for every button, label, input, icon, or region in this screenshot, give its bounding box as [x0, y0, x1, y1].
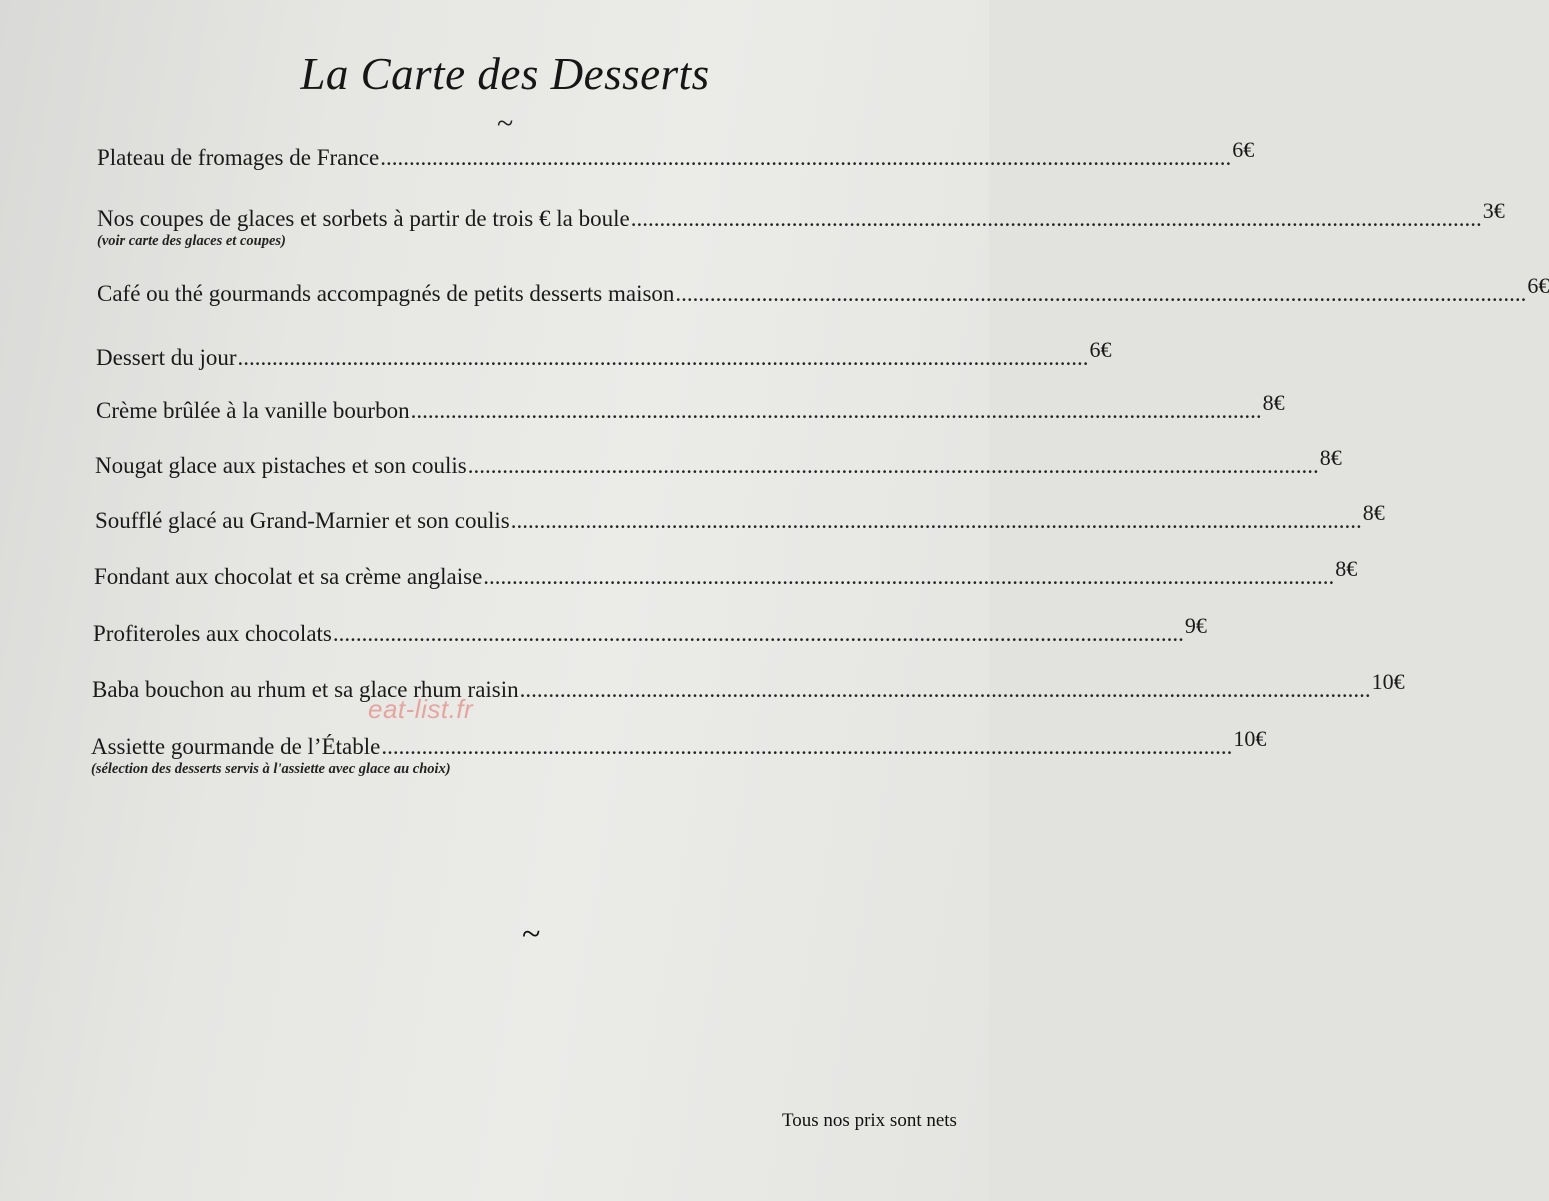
leader-dots: ....................................................................................................................................................: [519, 677, 1371, 702]
item-name: Nougat glace aux pistaches et son coulis: [95, 453, 467, 478]
menu-item: [93, 613, 1207, 648]
leader-dots: ....................................................................................................................................................: [675, 281, 1527, 306]
leader-dots: ....................................................................................................................................................: [483, 564, 1335, 589]
item-note: (voir carte des glaces et coupes): [97, 233, 286, 249]
page-title: La Carte des Desserts: [300, 49, 710, 99]
item-price: 6€: [1232, 137, 1255, 162]
title-ornament: ~: [497, 107, 514, 140]
item-price: 8€: [1362, 500, 1385, 525]
leader-dots: ....................................................................................................................................................: [467, 453, 1319, 478]
item-name: Baba bouchon au rhum et sa glace rhum raisin: [92, 677, 519, 702]
menu-item: [97, 273, 1549, 308]
item-name: Profiteroles aux chocolats: [93, 621, 332, 646]
menu-item: [94, 556, 1358, 591]
item-price: 8€: [1262, 390, 1285, 415]
menu-item: [97, 137, 1255, 172]
leader-dots: ....................................................................................................................................................: [381, 734, 1233, 759]
menu-item: [92, 669, 1405, 704]
footer-ornament: ~: [522, 916, 541, 953]
item-name: Nos coupes de glaces et sorbets à partir de trois € la boule: [97, 206, 630, 231]
item-price: 8€: [1335, 556, 1358, 581]
item-price: 10€: [1371, 669, 1405, 694]
item-price: 6€: [1527, 273, 1549, 298]
item-name: Crème brûlée à la vanille bourbon: [96, 398, 410, 423]
leader-dots: ....................................................................................................................................................: [237, 345, 1089, 370]
item-name: Soufflé glacé au Grand-Marnier et son coulis: [95, 508, 510, 533]
item-price: 3€: [1482, 198, 1505, 223]
menu-item: [91, 726, 1267, 778]
menu-item: [96, 390, 1285, 425]
item-price: 9€: [1184, 613, 1207, 638]
leader-dots: ....................................................................................................................................................: [332, 621, 1184, 646]
leader-dots: ....................................................................................................................................................: [630, 206, 1482, 231]
watermark: eat-list.fr: [368, 694, 474, 724]
item-name: Assiette gourmande de l’Étable: [91, 734, 381, 759]
item-name: Fondant aux chocolat et sa crème anglaise: [94, 564, 483, 589]
item-note: (sélection des desserts servis à l'assiette avec glace au choix): [91, 761, 451, 777]
leader-dots: ....................................................................................................................................................: [410, 398, 1262, 423]
price-note: Tous nos prix sont nets: [782, 1110, 957, 1131]
item-price: 6€: [1089, 337, 1112, 362]
menu-item: [95, 445, 1342, 480]
item-price: 8€: [1319, 445, 1342, 470]
item-name: Plateau de fromages de France: [97, 145, 380, 170]
leader-dots: ....................................................................................................................................................: [380, 145, 1232, 170]
menu-item: [97, 198, 1505, 250]
menu-item: [95, 500, 1385, 535]
menu-item: [96, 337, 1112, 372]
item-name: Café ou thé gourmands accompagnés de petits desserts maison: [97, 281, 675, 306]
item-name: Dessert du jour: [96, 345, 237, 370]
item-price: 10€: [1233, 726, 1267, 751]
leader-dots: ....................................................................................................................................................: [510, 508, 1362, 533]
